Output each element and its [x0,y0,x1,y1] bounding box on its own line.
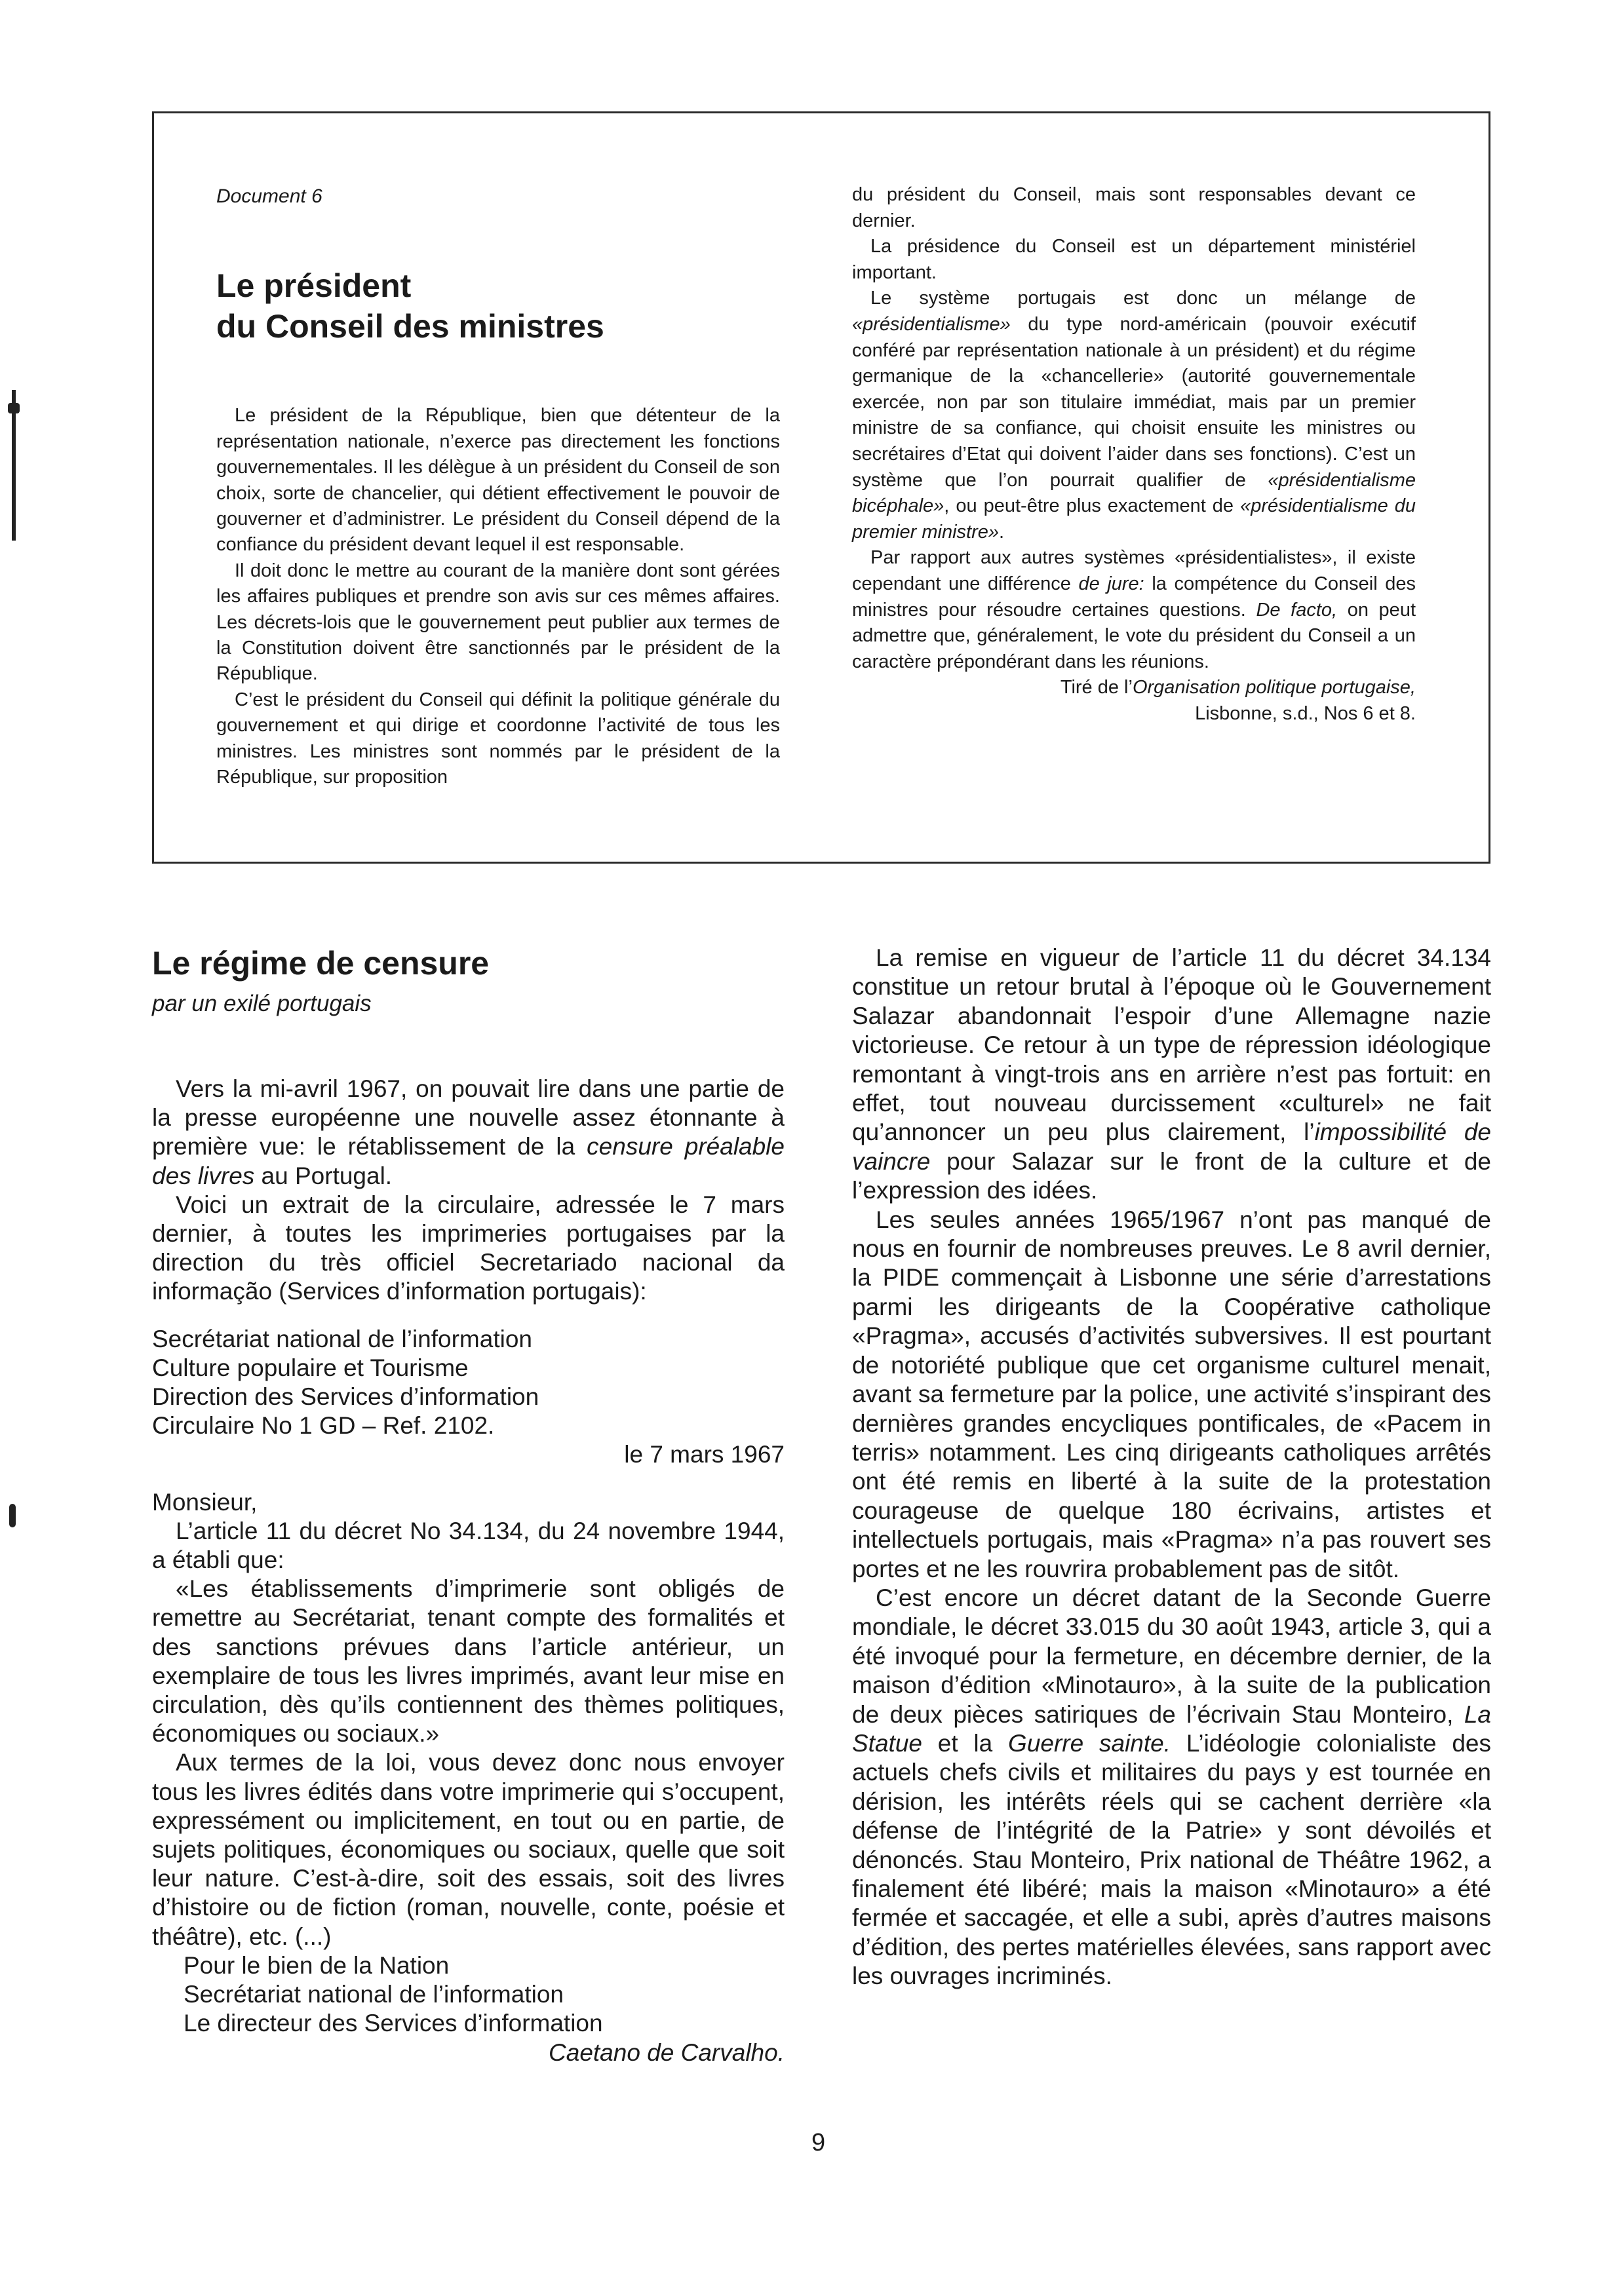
circular-date: le 7 mars 1967 [624,1441,785,1468]
page-number: 9 [811,2129,826,2156]
article-paragraph: La remise en vigueur de l’article 11 du décret 34.134 constitue un retour brutal à l’époque où le Gouvernement Salazar abandonnait l’espoir d’une Allemagne nazie victorieuse. Ce retour à un type de répression idéologique remontant à vingt-trois ans en arrière n’est pas fortuit: en effet, tout nouveau durcissement «culturel» ne fait qu’annoncer un peu plus clairement, l’impossibilité de vaincre pour Salazar sur le front de la culture et de l’expression des idées. [852,944,1491,1204]
circular-signature: Caetano de Carvalho. [549,2038,785,2066]
box-paragraph: Par rapport aux autres systèmes «présidentialistes», il existe cependant une différence de jure: la compétence du Conseil des ministres pour résoudre certaines questions. De facto, on peut admettre que, généralement, le vote du président du Conseil a un caractère prépondérant dans les réunions. [852,547,1416,672]
article-paragraph: Aux termes de la loi, vous devez donc nous envoyer tous les livres édités dans votre imprimerie qui s’occupent, expressément ou implicitement, en tout ou en partie, de sujets politiques, économiques ou sociaux, quelle que soit leur nature. C’est-à-dire, soit des essais, soit des livres d’histoire ou de fiction (roman, nouvelle, conte, poésie et théâtre), etc. (...) [152,1749,785,1950]
article-title: Le régime de censure [152,945,490,982]
box-paragraph: Le président de la République, bien que détenteur de la représentation nationale, n’exerce pas directement les fonctions gouvernementales. Il les délègue à un président du Conseil de son choix, sorte de chancelier, qui détient effectivement le pouvoir de gouverner et d’administrer. Le président du Conseil dépend de la confiance du président devant lequel il est responsable. [216,405,780,556]
article-left-column [152,1075,785,2067]
article-subtitle: par un exilé portugais [152,991,372,1016]
article-paragraph: Les seules années 1965/1967 n’ont pas manqué de nous en fournir de nombreuses preuves. Le 8 avril dernier, la PIDE commençait à Lisbonne une série d’arrestations parmi les dirigeants de la Coopérative catholique «Pragma», accusés d’activités subversives. Il est pourtant de notoriété publique que cet organisme culturel menait, avant sa fermeture par la police, une activité s’inspirant des dernières grandes encycliques pontificales, de «Pacem in terris» notamment. Les cinq dirigeants catholiques arrêtés ont été remis en liberté à la suite de la protestation courageuse de quelque 180 écrivains, artistes et intellectuels portugais, mais «Pragma» n’a pas rouvert ses portes et ne les rouvrira probablement pas de sitôt. [852,1206,1491,1582]
article-quote: «Les établissements d’imprimerie sont obligés de remettre au Secrétariat, tenant compte des formalités et des sanctions prévues dans l’article antérieur, un exemplaire de tous les livres imprimés, avant leur mise en circulation, dès qu’ils contiennent des thèmes politiques, économiques ou sociaux.» [152,1575,785,1748]
box-paragraph: C’est le président du Conseil qui définit la politique générale du gouvernement et qui dirige et coordonne l’activité de tous les ministres. Les ministres sont nommés par le président de la République, sur proposition [216,689,780,788]
document-label: Document 6 [216,185,322,207]
article-right-column [852,944,1491,1991]
margin-mark [8,403,20,413]
circular-salutation: Monsieur, [152,1488,258,1516]
box-attribution: Tiré de l’Organisation politique portugaise, Lisbonne, s.d., Nos 6 et 8. [1060,677,1416,724]
box-paragraph: du président du Conseil, mais sont responsables devant ce dernier. [852,184,1416,231]
box-title: Le président du Conseil des ministres [216,267,604,345]
article-paragraph: Vers la mi-avril 1967, on pouvait lire dans une partie de la presse européenne une nouvelle assez étonnante à première vue: le rétablissement de la censure préalable des livres au Portugal. [152,1075,785,1189]
box-paragraph: Il doit donc le mettre au courant de la manière dont sont gérées les affaires publiques et prendre son avis sur ces mêmes affaires. Les décrets-lois que le gouvernement peut publier aux termes de la Constitution doivent être sanctionnés par le président de la République. [216,560,780,685]
article-paragraph: C’est encore un décret datant de la Seconde Guerre mondiale, le décret 33.015 du 30 août 1943, article 3, qui a été invoqué pour la fermeture, en décembre dernier, de la maison d’édition «Minotauro», à la suite de la publication de deux pièces satiriques de l’écrivain Stau Monteiro, La Statue et la Guerre sainte. L’idéologie colonialiste des actuels chefs civils et militaires du pays y est tournée en dérision, les intérêts réels qui se cachent derrière «la défense de l’intégrité de la Patrie» y sont dévoilés et dénoncés. Stau Monteiro, Prix national de Théâtre 1962, a finalement été libéré; mais la maison «Minotauro» a été fermée et saccagée, et elle a subi, après d’autres maisons d’édition, des pertes matérielles élevées, sans rapport avec les ouvrages incriminés. [852,1584,1491,1990]
article-paragraph: Voici un extrait de la circulaire, adressée le 7 mars dernier, à toutes les imprimeries portugaises par la direction du très officiel Secretariado nacional da informação (Services d’information portugais): [152,1191,785,1305]
circular-address: Secrétariat national de l’information Culture populaire et Tourisme Direction des Services d’information Circulaire No 1 GD – Ref. 2102. [152,1325,539,1440]
margin-mark [9,1504,16,1527]
circular-closing: Pour le bien de la Nation Secrétariat national de l’information Le directeur des Services d’information [184,1951,603,2037]
box-paragraph: La présidence du Conseil est un département ministériel important. [852,236,1416,283]
box-left-column [216,183,780,791]
box-paragraph: Le système portugais est donc un mélange de «présidentialisme» du type nord-américain (pouvoir exécutif conféré par représentation nationale à un président) et du régime germanique de la «chancellerie» (autorité gouvernementale exercée, non par son titulaire immédiat, mais par un premier ministre de sa confiance, qui choisit ensuite les ministres ou secrétaires d’Etat qui doivent l’aider dans ses fonctions). C’est un système que l’on pourrait qualifier de «présidentialisme bicéphale», ou peut-être plus exactement de «présidentialisme du premier ministre». [852,288,1416,543]
box-right-column [852,182,1416,727]
article-paragraph: L’article 11 du décret No 34.134, du 24 novembre 1944, a établi que: [152,1517,785,1574]
